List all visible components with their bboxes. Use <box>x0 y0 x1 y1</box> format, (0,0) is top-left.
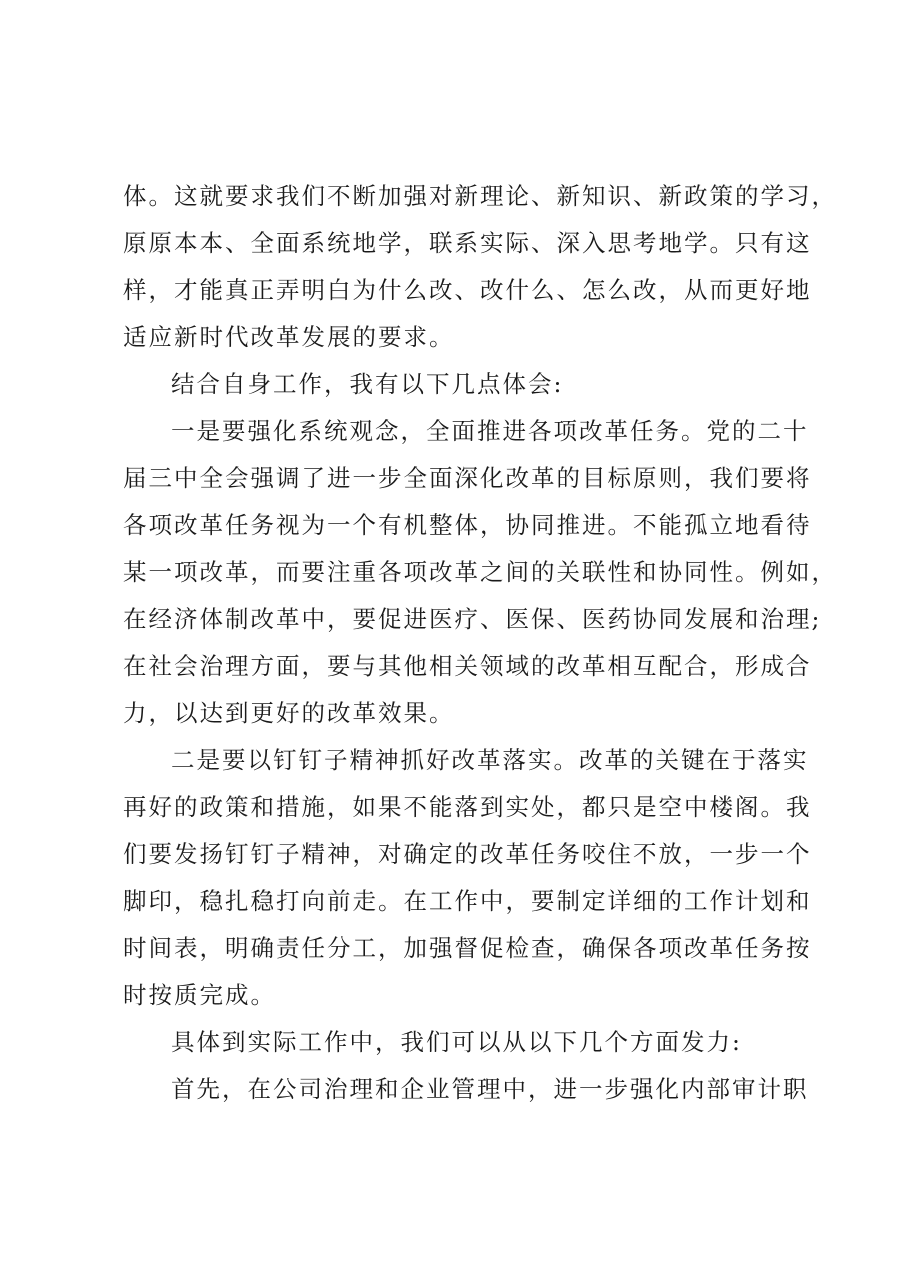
paragraph-start-line: 结合自身工作，我有以下几点体会: <box>171 370 564 398</box>
text-line: 脚印，稳扎稳打向前走。在工作中，要制定详细的工作计划和 <box>123 887 812 915</box>
text-line: 体。这就要求我们不断加强对新理论、新知识、新政策的学习， <box>123 182 837 210</box>
paragraph-start-line: 具体到实际工作中，我们可以从以下几个方面发力: <box>171 1028 742 1056</box>
paragraph-start-line: 一是要强化系统观念，全面推进各项改革任务。党的二十 <box>171 417 809 445</box>
text-line: 在经济体制改革中，要促进医疗、医保、医药协同发展和治理; <box>123 605 822 633</box>
text-line: 再好的政策和措施，如果不能落到实处，都只是空中楼阁。我 <box>123 793 812 821</box>
text-line: 们要发扬钉钉子精神，对确定的改革任务咬住不放，一步一个 <box>123 840 812 868</box>
text-line: 时按质完成。 <box>123 981 276 1009</box>
text-line: 原原本本、全面系统地学，联系实际、深入思考地学。只有这 <box>123 229 812 257</box>
text-line: 某一项改革，而要注重各项改革之间的关联性和协同性。例如， <box>123 558 837 586</box>
document-body <box>123 173 837 1113</box>
paragraph-start-line: 二是要以钉钉子精神抓好改革落实。改革的关键在于落实 <box>171 746 809 774</box>
text-line: 样，才能真正弄明白为什么改、改什么、怎么改，从而更好地 <box>123 276 812 304</box>
text-line: 适应新时代改革发展的要求。 <box>123 323 455 351</box>
text-line: 届三中全会强调了进一步全面深化改革的目标原则，我们要将 <box>123 464 812 492</box>
text-line: 力，以达到更好的改革效果。 <box>123 699 455 727</box>
text-line: 时间表，明确责任分工，加强督促检查，确保各项改革任务按 <box>123 934 812 962</box>
paragraph-start-line: 首先，在公司治理和企业管理中，进一步强化内部审计职 <box>171 1075 809 1103</box>
text-line: 各项改革任务视为一个有机整体，协同推进。不能孤立地看待 <box>123 511 812 539</box>
text-line: 在社会治理方面，要与其他相关领域的改革相互配合，形成合 <box>123 652 812 680</box>
